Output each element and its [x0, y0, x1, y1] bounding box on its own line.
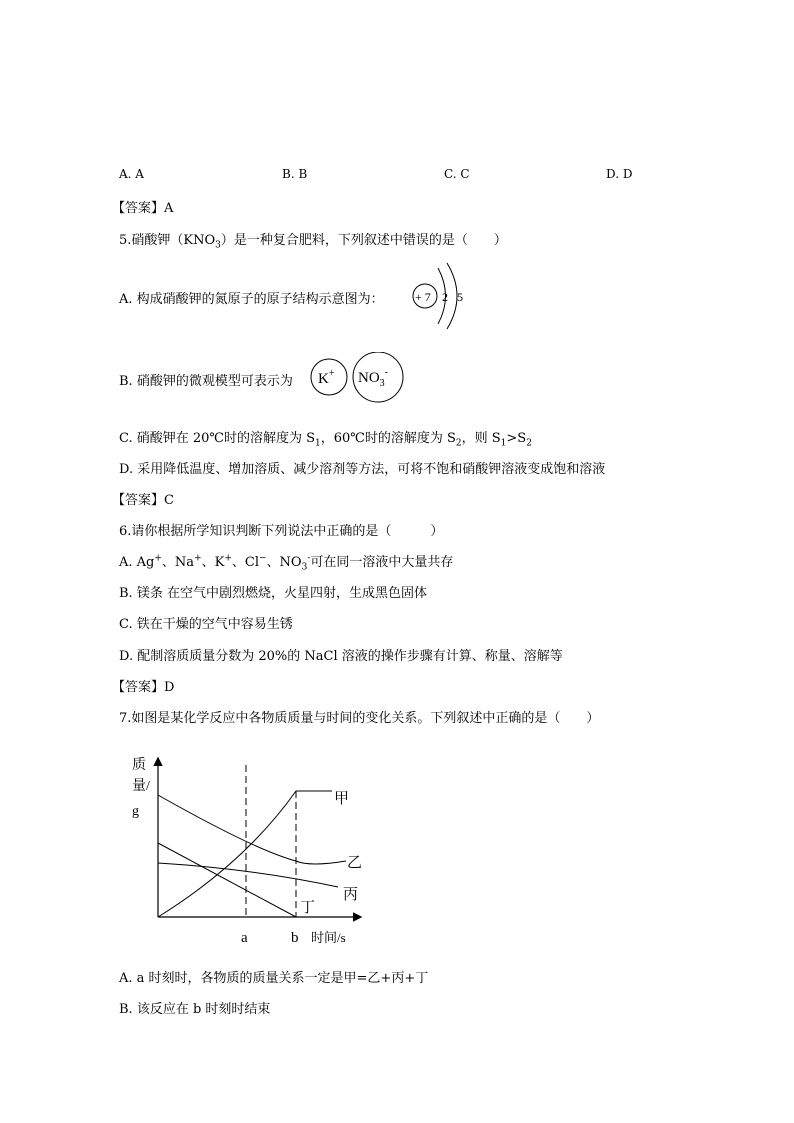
q6-option-d: D. 配制溶质质量分数为 20%的 NaCl 溶液的操作步骤有计算、称量、溶解等: [119, 649, 563, 664]
x-tick-a: a: [241, 930, 248, 946]
q4-option-d: D. D: [606, 167, 633, 181]
k-ion-label: K+: [318, 368, 335, 387]
series-bing-label: 丙: [343, 887, 359, 903]
shell-1-electrons: 2: [442, 290, 448, 304]
q4-option-c: C. C: [444, 167, 470, 181]
series-ding-label: 丁: [300, 900, 316, 916]
atom-nucleus-label: + 7: [415, 290, 431, 304]
kno3-micro-model: [309, 352, 405, 404]
q5-option-d: D. 采用降低温度、增加溶质、减少溶剂等方法，可将不饱和硝酸钾溶液变成饱和溶液: [119, 462, 606, 477]
y-axis-label-2: 量/: [132, 779, 150, 794]
q7-option-a: A. a 时刻时，各物质的质量关系一定是甲=乙+丙+丁: [119, 971, 429, 986]
q4-option-b: B. B: [282, 167, 308, 181]
q4-answer: 【答案】A: [112, 201, 174, 216]
q7-stem: 7.如图是某化学反应中各物质质量与时间的变化关系。下列叙述中正确的是（ ）: [119, 711, 600, 726]
q7-option-b: B. 该反应在 b 时刻时结束: [119, 1002, 271, 1017]
q6-stem: 6.请你根据所学知识判断下列说法中正确的是（ ）: [119, 524, 444, 539]
mass-time-graph: [125, 745, 385, 950]
q6-answer: 【答案】D: [112, 680, 175, 695]
series-yi-label: 乙: [347, 855, 363, 871]
q6-option-b: B. 镁条 在空气中剧烈燃烧，火星四射，生成黑色固体: [119, 586, 427, 601]
x-axis-label: 时间/s: [311, 930, 346, 945]
shell-2-electrons: 5: [457, 290, 463, 304]
q5-option-b: B. 硝酸钾的微观模型可表示为: [119, 374, 293, 389]
q4-option-a: A. A: [119, 167, 144, 181]
y-axis-label-1: 质: [132, 758, 146, 773]
series-bing-line: [158, 863, 338, 887]
nitrogen-atom-diagram: [405, 262, 475, 330]
x-tick-b: b: [291, 930, 299, 946]
q6-option-c: C. 铁在干燥的空气中容易生锈: [119, 617, 293, 632]
series-yi-line: [158, 795, 346, 864]
q5-option-c: C. 硝酸钾在 20℃时的溶解度为 $S_1$，60℃时的溶解度为 $S_2$，则 $S_1>S_2$: [119, 431, 532, 449]
q5-option-a: A. 构成硝酸钾的氮原子的原子结构示意图为：: [119, 292, 384, 307]
q6-option-a: A. Ag+、Na+、K+、Cl−、$NO_3^-$可在同一溶液中大量共存: [119, 553, 454, 573]
series-jia-label: 甲: [334, 791, 350, 807]
electron-shell-2: [447, 263, 457, 329]
y-axis-label-3: g: [132, 804, 139, 819]
q5-stem: 5.硝酸钾$(KNO_3)$是一种复合肥料，下列叙述中错误的是（ ）: [119, 233, 507, 251]
no3-ion-label: $NO_3^-$: [358, 367, 389, 389]
q5-answer: 【答案】C: [112, 493, 174, 508]
